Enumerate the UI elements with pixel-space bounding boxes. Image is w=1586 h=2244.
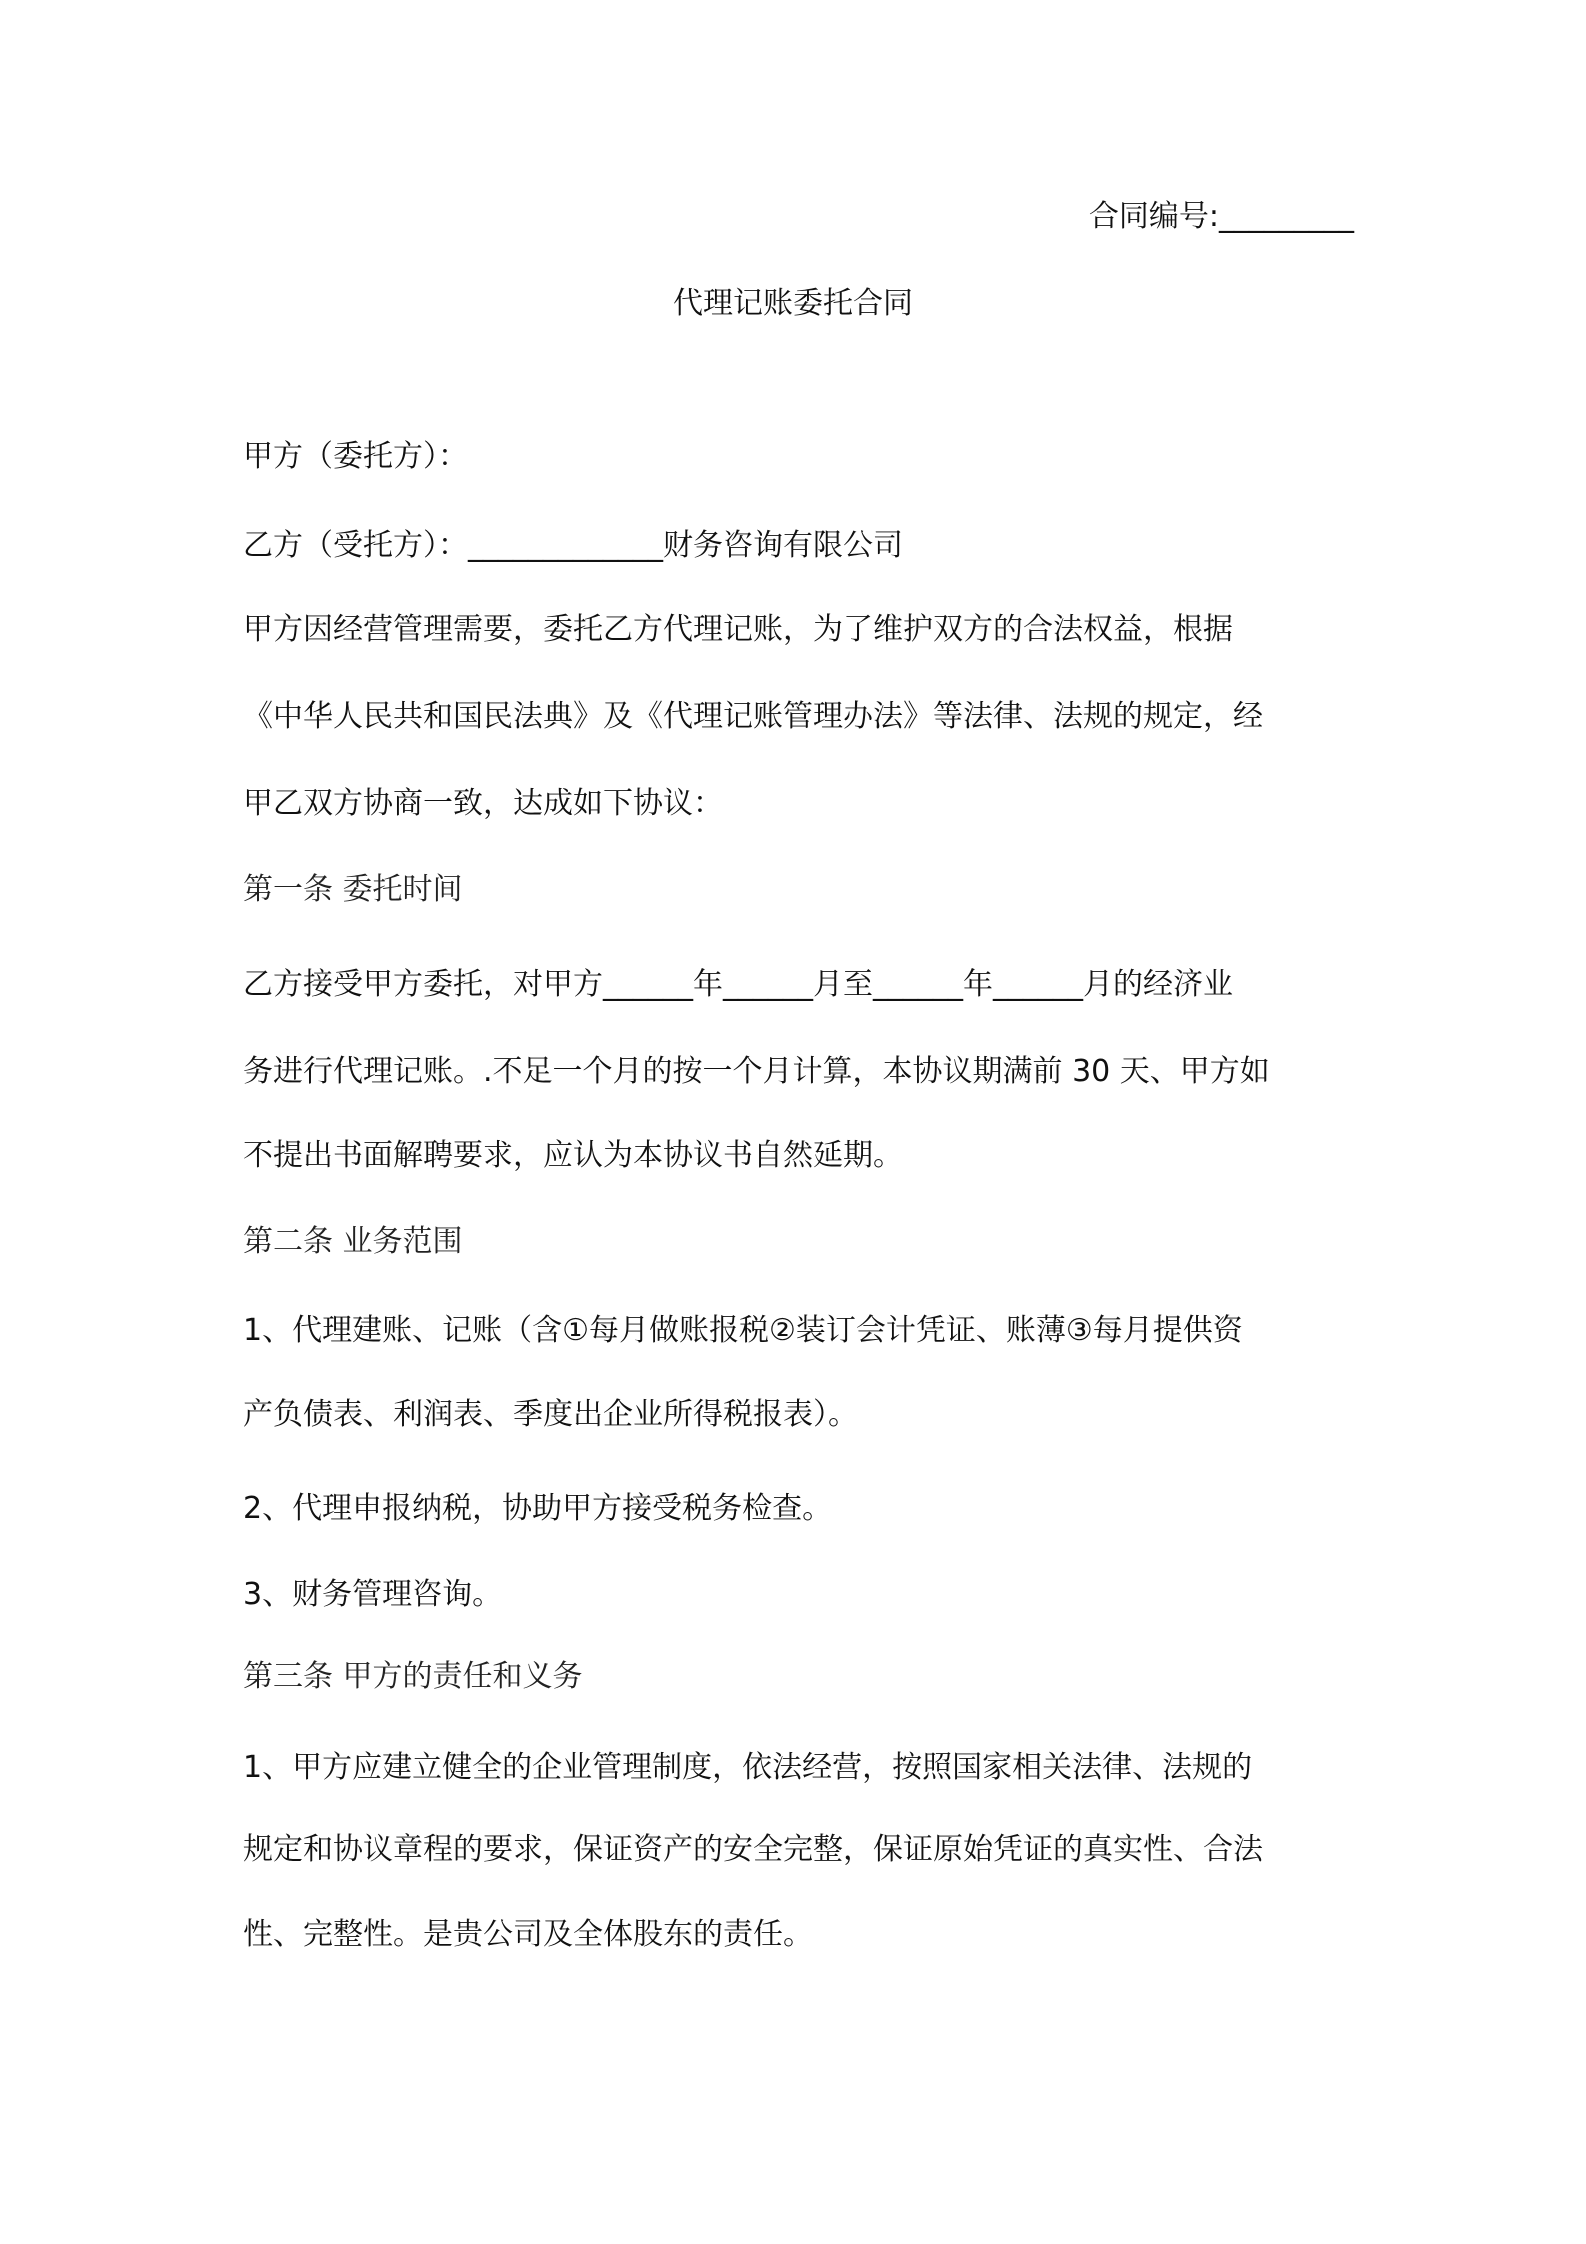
article-3-line-3: 性、完整性。是贵公司及全体股东的责任。	[243, 1917, 813, 1952]
article-3-heading: 第三条 甲方的责任和义务	[243, 1659, 583, 1694]
contract-number: 合同编号:_________	[1088, 199, 1354, 234]
party-b-line: 乙方（受托方）：_____________财务咨询有限公司	[243, 528, 903, 563]
party-a-line: 甲方（委托方）：	[243, 439, 468, 474]
preamble-line-3: 甲乙双方协商一致，达成如下协议：	[243, 786, 723, 821]
article-2-heading: 第二条 业务范围	[243, 1224, 463, 1259]
article-2-line-3: 2、代理申报纳税，协助甲方接受税务检查。	[243, 1491, 833, 1526]
article-2-line-4: 3、财务管理咨询。	[243, 1577, 503, 1612]
article-2-line-1: 1、代理建账、记账（含①每月做账报税②装订会计凭证、账薄③每月提供资	[243, 1313, 1243, 1348]
preamble-line-1: 甲方因经营管理需要，委托乙方代理记账，为了维护双方的合法权益，根据	[243, 612, 1233, 647]
article-3-line-1: 1、甲方应建立健全的企业管理制度，依法经营，按照国家相关法律、法规的	[243, 1750, 1253, 1785]
article-1-heading: 第一条 委托时间	[243, 872, 463, 907]
article-1-line-3: 不提出书面解聘要求，应认为本协议书自然延期。	[243, 1138, 903, 1173]
preamble-line-2: 《中华人民共和国民法典》及《代理记账管理办法》等法律、法规的规定，经	[243, 699, 1263, 734]
document-title: 代理记账委托合同	[673, 286, 913, 321]
article-1-line-2: 务进行代理记账。.不足一个月的按一个月计算，本协议期满前 30 天、甲方如	[243, 1054, 1270, 1089]
article-2-line-2: 产负债表、利润表、季度出企业所得税报表）。	[243, 1397, 858, 1432]
article-1-line-1: 乙方接受甲方委托，对甲方______年______月至______年______月的经济业	[243, 967, 1233, 1002]
article-3-line-2: 规定和协议章程的要求，保证资产的安全完整，保证原始凭证的真实性、合法	[243, 1832, 1263, 1867]
